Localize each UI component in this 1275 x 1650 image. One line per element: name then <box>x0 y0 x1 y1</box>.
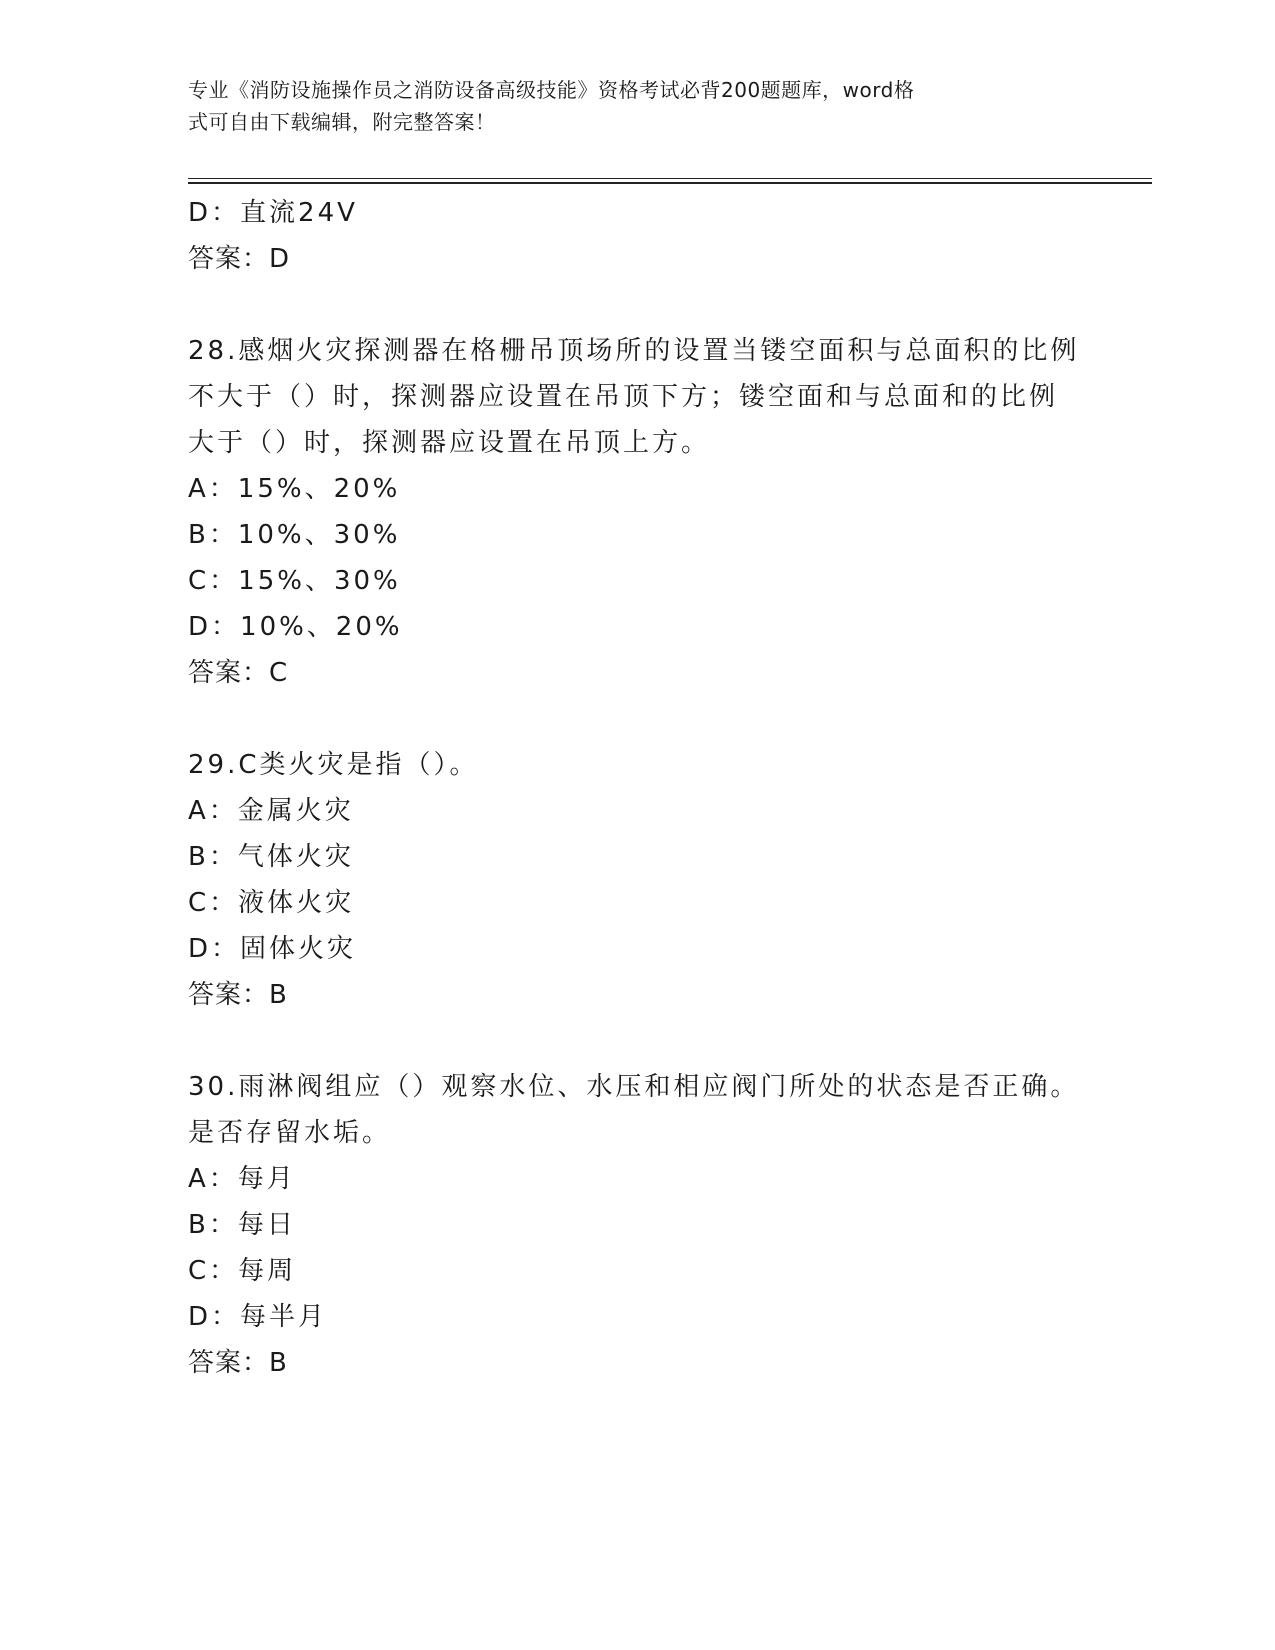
option-a: A：15%、20% <box>188 474 401 504</box>
option-b: B：气体火灾 <box>188 842 354 872</box>
answer: 答案：B <box>188 1348 288 1378</box>
question-text-line-2: 不大于（）时，探测器应设置在吊顶下方；镂空面和与总面和的比例 <box>188 382 1059 412</box>
header-line-1: 专业《消防设施操作员之消防设备高级技能》资格考试必背200题题库，word格 <box>188 78 915 102</box>
answer: 答案：D <box>188 244 291 274</box>
option-a: A：金属火灾 <box>188 796 354 826</box>
option-d: D：固体火灾 <box>188 934 357 964</box>
question-30 <box>188 1064 1088 1386</box>
question-text-line-1: 28.感烟火灾探测器在格栅吊顶场所的设置当镂空面积与总面积的比例 <box>188 336 1080 366</box>
option-d: D：每半月 <box>188 1302 328 1332</box>
header-divider-thin <box>188 178 1152 179</box>
option-d: D：直流24V <box>188 198 358 228</box>
option-a: A：每月 <box>188 1164 296 1194</box>
option-d: D：10%、20% <box>188 612 403 642</box>
question-text-line-2: 是否存留水垢。 <box>188 1118 392 1148</box>
question-28 <box>188 328 1088 696</box>
option-c: C：液体火灾 <box>188 888 355 918</box>
answer: 答案：C <box>188 658 289 688</box>
document-header <box>188 74 1068 138</box>
question-text-line-1: 29.C类火灾是指（）。 <box>188 750 479 780</box>
option-c: C：每周 <box>188 1256 297 1286</box>
option-b: B：10%、30% <box>188 520 401 550</box>
question-text-line-1: 30.雨淋阀组应（）观察水位、水压和相应阀门所处的状态是否正确。 <box>188 1072 1080 1102</box>
option-c: C：15%、30% <box>188 566 401 596</box>
question-27-tail <box>188 190 1088 282</box>
document-body <box>188 190 1088 1386</box>
question-text-line-3: 大于（）时，探测器应设置在吊顶上方。 <box>188 428 711 458</box>
header-divider-thick <box>188 182 1152 184</box>
question-29 <box>188 742 1088 1018</box>
answer: 答案：B <box>188 980 288 1010</box>
header-line-2: 式可自由下载编辑，附完整答案！ <box>188 110 496 134</box>
option-b: B：每日 <box>188 1210 296 1240</box>
